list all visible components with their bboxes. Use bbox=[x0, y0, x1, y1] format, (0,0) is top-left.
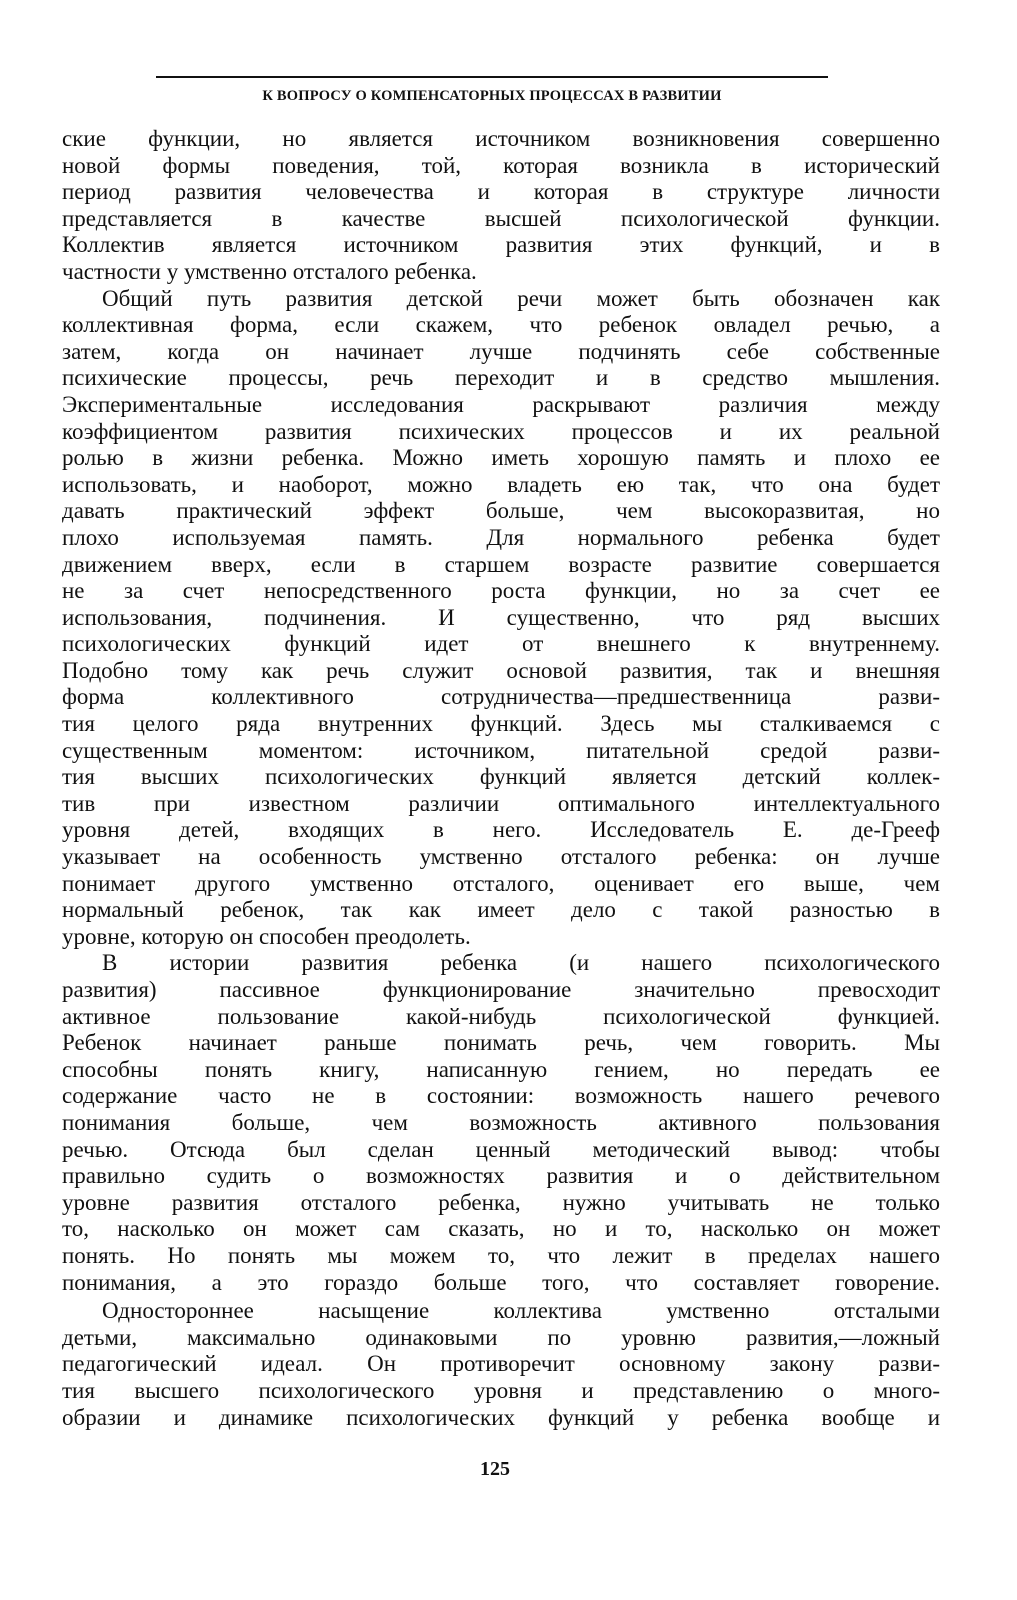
text-line: психологических функций идет от внешнего к внутреннему. bbox=[62, 631, 940, 657]
text-line: Ребенок начинает раньше понимать речь, чем говорить. Мы bbox=[62, 1030, 940, 1056]
text-line: ские функции, но является источником возникновения совершенно bbox=[62, 126, 940, 151]
text-line: существенным моментом: источником, питательной средой разви- bbox=[62, 737, 940, 763]
text-line: уровне развития отсталого ребенка, нужно учитывать не только bbox=[62, 1189, 940, 1215]
text-line: тия высших психологических функций является детский коллек- bbox=[62, 764, 940, 790]
header-rule bbox=[156, 76, 828, 78]
text-line: указывает на особенность умственно отсталого ребенка: он лучше bbox=[62, 844, 940, 870]
text-line: период развития человечества и которая в структуре личности bbox=[62, 179, 940, 205]
text-line: Одностороннее насыщение коллектива умственно отсталыми bbox=[102, 1298, 940, 1324]
text-line: то, насколько он может сам сказать, но и то, насколько он может bbox=[62, 1216, 940, 1242]
text-line: развития) пассивное функционирование значительно превосходит bbox=[62, 977, 940, 1002]
text-line: нормальный ребенок, так как имеет дело с такой разностью в bbox=[62, 897, 940, 923]
text-line: Экспериментальные исследования раскрывают различия между bbox=[62, 391, 940, 417]
text-line: В истории развития ребенка (и нашего психологического bbox=[102, 950, 940, 976]
text-line: использования, подчинения. И существенно, что ряд высших bbox=[62, 604, 940, 630]
text-line: тия целого ряда внутренних функций. Здесь мы сталкиваемся с bbox=[62, 711, 940, 737]
text-line: ролью в жизни ребенка. Можно иметь хорошую память и плохо ее bbox=[62, 445, 940, 471]
text-line: понимания больше, чем возможность активного пользования bbox=[62, 1109, 940, 1135]
text-line: коэффициентом развития психических процессов и их реальной bbox=[62, 418, 940, 444]
text-line: движением вверх, если в старшем возрасте развитие совершается bbox=[62, 551, 940, 577]
text-line: коллективная форма, если скажем, что ребенок овладел речью, а bbox=[62, 312, 940, 338]
paragraph-4 bbox=[62, 1298, 940, 1431]
text-line: новой формы поведения, той, которая возникла в исторический bbox=[62, 152, 940, 178]
text-line: Коллектив является источником развития этих функций, и в bbox=[62, 232, 940, 258]
text-line: форма коллективного сотрудничества—предшественница разви- bbox=[62, 684, 940, 710]
paragraph-3 bbox=[62, 950, 940, 1296]
text-line: Подобно тому как речь служит основой развития, так и внешняя bbox=[62, 657, 940, 683]
text-line: педагогический идеал. Он противоречит основному закону разви- bbox=[62, 1351, 940, 1377]
text-line: способны понять книгу, написанную гением, но передать ее bbox=[62, 1056, 940, 1082]
text-line: правильно судить о возможностях развития и о действительном bbox=[62, 1163, 940, 1189]
text-line: уровня детей, входящих в него. Исследователь Е. де-Грееф bbox=[62, 817, 940, 843]
paragraph-1 bbox=[62, 126, 940, 286]
text-line: давать практический эффект больше, чем высокоразвитая, но bbox=[62, 498, 940, 524]
text-line: понять. Но понять мы можем то, что лежит в пределах нашего bbox=[62, 1242, 940, 1268]
text-line: образии и динамике психологических функций у ребенка вообще и bbox=[62, 1404, 940, 1430]
text-line: использовать, и наоборот, можно владеть ею так, что она будет bbox=[62, 471, 940, 497]
body-text bbox=[62, 126, 940, 1431]
text-line: детьми, максимально одинаковыми по уровню развития,—ложный bbox=[62, 1324, 940, 1350]
text-line: не за счет непосредственного роста функции, но за счет ее bbox=[62, 578, 940, 604]
text-line: частности у умственно отсталого ребенка. bbox=[62, 258, 477, 284]
text-line: уровне, которую он способен преодолеть. bbox=[62, 923, 471, 949]
text-line: представляется в качестве высшей психологической функции. bbox=[62, 205, 940, 231]
text-line: Общий путь развития детской речи может быть обозначен как bbox=[102, 285, 940, 311]
page-number: 125 bbox=[480, 1458, 510, 1480]
text-line: содержание часто не в состоянии: возможность нашего речевого bbox=[62, 1083, 940, 1109]
text-line: тив при известном различии оптимального интеллектуального bbox=[62, 790, 940, 816]
text-line: понимает другого умственно отсталого, оценивает его выше, чем bbox=[62, 870, 940, 896]
text-line: тия высшего психологического уровня и представлению о много- bbox=[62, 1377, 940, 1403]
text-line: речью. Отсюда был сделан ценный методический вывод: чтобы bbox=[62, 1136, 940, 1162]
text-line: плохо используемая память. Для нормального ребенка будет bbox=[62, 524, 940, 550]
text-line: психические процессы, речь переходит и в средство мышления. bbox=[62, 365, 940, 391]
paragraph-2 bbox=[62, 286, 940, 951]
text-line: понимания, а это гораздо больше того, что составляет говорение. bbox=[62, 1269, 940, 1295]
running-head: К ВОПРОСУ О КОМПЕНСАТОРНЫХ ПРОЦЕССАХ В РАЗВИТИИ bbox=[262, 88, 722, 104]
text-line: активное пользование какой-нибудь психологической функцией. bbox=[62, 1003, 940, 1029]
text-line: затем, когда он начинает лучше подчинять себе собственные bbox=[62, 338, 940, 364]
